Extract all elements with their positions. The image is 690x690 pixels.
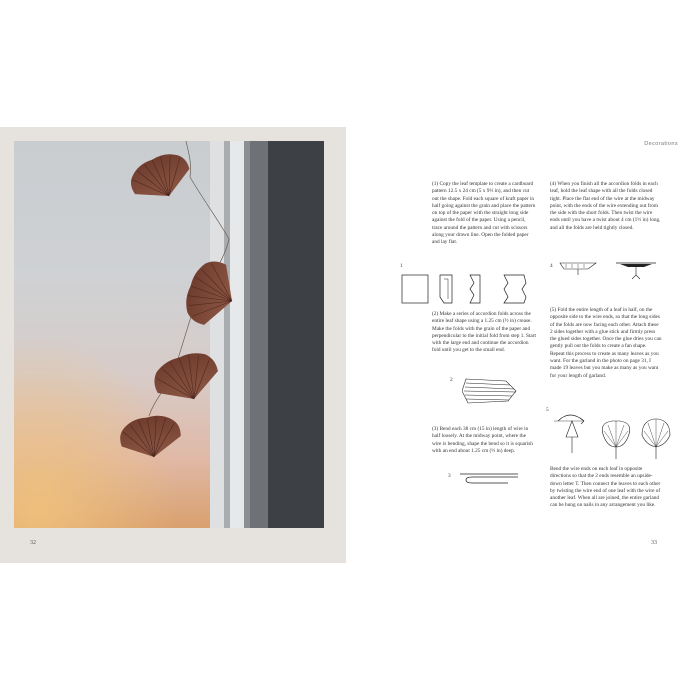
- figure-5-drawing: [550, 407, 690, 467]
- step-6-text: Bend the wire ends on each leaf in opposite directions so that the 2 ends resemble an upside-down letter T. Then connect the leaves to each other by twisting the wire end of one leaf with the wire of another leaf. When all are joined, the entire garland can be hung on nails in any arrangement you like.: [550, 466, 661, 509]
- section-label: Decorations: [644, 141, 678, 147]
- figure-4-drawing: [558, 259, 668, 283]
- figure-3-drawing: [458, 471, 528, 485]
- page-number-left: 32: [30, 540, 36, 546]
- figure-1-number: 1: [400, 263, 403, 269]
- step-3-text: (3) Bend each 38 cm (15 in) length of wire in half loosely. At the midway point, where the wire is bending, shape the bend so it is squarish with an end about 1.25 cm (½ in) deep.: [432, 426, 533, 454]
- page-number-right: 33: [651, 540, 657, 546]
- garland-illustration: [14, 141, 324, 528]
- figure-1-drawing: [400, 269, 540, 309]
- right-page: [346, 127, 690, 563]
- step-1-text: (1) Copy the leaf template to create a cardboard pattern 12.5 x 24 cm (5 x 9½ in), and then cut out the shape. Fold each square of kraft paper in half going against the grain and place the pattern on top of the paper with the straight long side against the fold of the paper. Using a pencil, trace around the pattern and cut with scissors along your drawn line. Open the folded paper and lay flat.: [432, 181, 536, 246]
- figure-2-drawing: [462, 375, 522, 407]
- figure-5-number: 5: [546, 407, 549, 413]
- step-5-text: (5) Fold the entire length of a leaf in half, on the opposite side to the wire ends, so that the long sides of the folds are now facing each other. Attach these 2 sides together with a glue stick and firmly press the glued sides together. Once the glue dries you can gently pull out the folds to create a fan shape. Repeat this process to create as many leaves as you want. For the garland in the photo on page 31, I made 19 leaves but you make as many as you want for your length of garland.: [550, 307, 662, 379]
- figure-2-number: 2: [450, 377, 453, 383]
- step-4-text: (4) When you finish all the accordion folds in each leaf, hold the leaf shape with all the folds closed tight. Place the flat end of the wire at the midway point, with the ends of the wire extending out from the side with the short folds. Then twist the wire ends until you have a twist about 4 cm (1½ in) long, and all the folds are held tightly closed.: [550, 181, 661, 231]
- left-page: [0, 127, 346, 563]
- figure-4-number: 4: [550, 263, 553, 269]
- garland-photo: [14, 141, 324, 528]
- step-2-text: (2) Make a series of accordion folds across the entire leaf shape using a 1.25 cm (½ in) crease. Make the folds with the grain of the paper and perpendicular to the initial fold from step 1. Start with the large end and continue the accordion fold until you get to the small end.: [432, 311, 536, 354]
- figure-3-number: 3: [448, 473, 451, 479]
